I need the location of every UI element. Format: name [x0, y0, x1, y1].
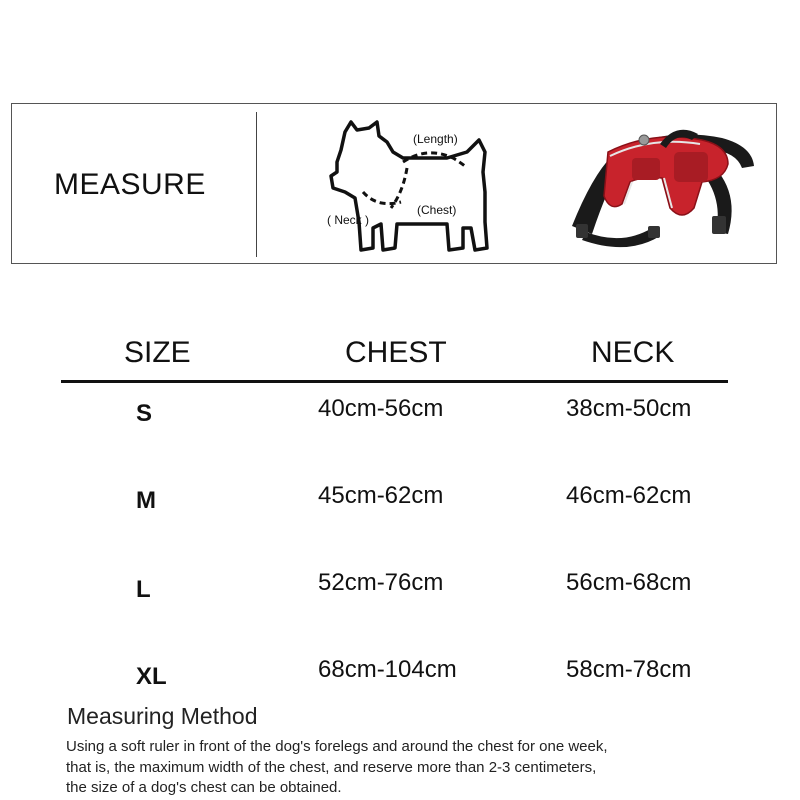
harness-product-image — [552, 116, 767, 256]
size-table-header — [0, 330, 800, 380]
method-line: the size of a dog's chest can be obtained. — [66, 779, 342, 796]
dog-outline-icon — [331, 122, 487, 250]
header-size: SIZE — [124, 336, 191, 369]
chest-cell: 52cm-76cm — [318, 569, 444, 596]
header-chest: CHEST — [345, 336, 447, 369]
method-line: Using a soft ruler in front of the dog's forelegs and around the chest for one week, — [66, 738, 608, 755]
dog-measurement-diagram — [307, 112, 517, 262]
chest-cell: 68cm-104cm — [318, 656, 457, 683]
measuring-method-text — [66, 737, 706, 799]
table-row — [0, 569, 800, 609]
method-line: that is, the maximum width of the chest, and reserve more than 2-3 centimeters, — [66, 758, 597, 776]
measuring-method-title: Measuring Method — [67, 703, 258, 729]
harness-body-icon — [604, 137, 728, 215]
chest-cell: 40cm-56cm — [318, 395, 444, 422]
neck-label: ( Neck ) — [327, 213, 369, 227]
size-cell: M — [136, 487, 156, 514]
chest-label: (Chest) — [417, 203, 457, 217]
table-row — [0, 656, 800, 696]
panel-divider — [256, 112, 257, 257]
table-row — [0, 395, 800, 435]
size-cell: L — [136, 576, 151, 603]
measure-title: MEASURE — [54, 168, 206, 201]
size-cell: S — [136, 400, 153, 427]
header-rule — [61, 380, 728, 383]
size-cell: XL — [136, 663, 167, 690]
neck-cell: 56cm-68cm — [566, 569, 692, 596]
length-label: (Length) — [413, 132, 458, 146]
chest-cell: 45cm-62cm — [318, 482, 444, 509]
neck-cell: 38cm-50cm — [566, 395, 692, 422]
measure-panel — [11, 103, 777, 264]
neck-cell: 46cm-62cm — [566, 482, 692, 509]
table-row — [0, 482, 800, 522]
neck-cell: 58cm-78cm — [566, 656, 692, 683]
header-neck: NECK — [591, 336, 675, 369]
